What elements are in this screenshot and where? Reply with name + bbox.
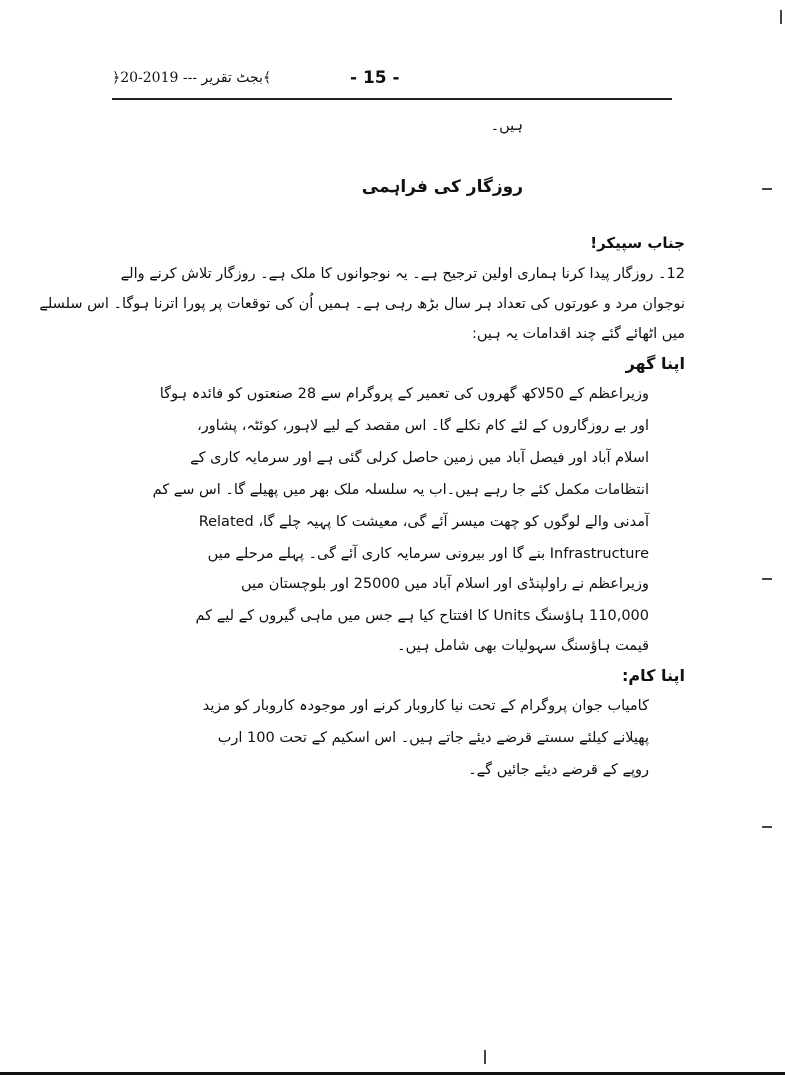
sub-heading-apna-kaam: اپنا کام: bbox=[621, 666, 685, 685]
scan-mark bbox=[762, 826, 772, 828]
apna-kaam-line: پھیلانے کیلئے سستے قرضے دیئے جاتے ہیں۔ اس اسکیم کے تحت 100 ارب bbox=[217, 730, 649, 746]
apna-ghar-line: قیمت ہاؤسنگ سہولیات بھی شامل ہیں۔ bbox=[397, 638, 649, 654]
page-number: - 15 - bbox=[350, 68, 400, 88]
apna-ghar-line: اسلام آباد اور فیصل آباد میں زمین حاصل کرلی گئی ہے اور سرمایہ کاری کے bbox=[190, 450, 649, 466]
budget-speech-header: ﴾بجٹ تقریر --- 2019-20﴿ bbox=[112, 70, 272, 86]
apna-ghar-line: 110,000 ہاؤسنگ Units کا افتتاح کیا ہے جس میں ماہی گیروں کے لیے کم bbox=[195, 608, 649, 624]
section-title: روزگار کی فراہمی bbox=[361, 177, 523, 197]
apna-ghar-line: انتظامات مکمل کئے جا رہے ہیں۔اب یہ سلسلہ ملک بھر میں پھیلے گا۔ اس سے کم bbox=[152, 482, 649, 498]
apna-ghar-line: آمدنی والے لوگوں کو چھت میسر آئے گی، معیشت کا پہیہ چلے گا، Related bbox=[198, 514, 649, 530]
paragraph-12-line: نوجوان مرد و عورتوں کی تعداد ہر سال بڑھ رہی ہے۔ ہمیں اُن کی توقعات پر پورا اترنا ہوگا۔ اس سلسلے bbox=[39, 296, 685, 312]
continuation-line: ہیں۔ bbox=[490, 118, 523, 134]
page-header bbox=[112, 70, 672, 98]
apna-kaam-line: کامیاب جوان پروگرام کے تحت نیا کاروبار کرنے اور موجودہ کاروبار کو مزید bbox=[202, 698, 649, 714]
apna-ghar-line: اور بے روزگاروں کے لئے کام نکلے گا۔ اس مقصد کے لیے لاہور، کوئٹہ، پشاور، bbox=[197, 418, 649, 434]
paragraph-12-line: 12۔ روزگار پیدا کرنا ہماری اولین ترجیح ہے۔ یہ نوجوانوں کا ملک ہے۔ روزگار تلاش کرنے والے bbox=[120, 266, 685, 282]
salutation: جناب سپیکر! bbox=[590, 234, 685, 252]
scan-mark bbox=[762, 578, 772, 580]
paragraph-12-line: میں اٹھائے گئے چند اقدامات یہ ہیں: bbox=[471, 326, 685, 342]
apna-ghar-line: وزیراعظم کے 50لاکھ گھروں کی تعمیر کے پروگرام سے 28 صنعتوں کو فائدہ ہوگا bbox=[159, 386, 649, 402]
sub-heading-apna-ghar: اپنا گھر bbox=[625, 354, 685, 373]
header-rule bbox=[112, 98, 672, 100]
apna-ghar-line: وزیراعظم نے راولپنڈی اور اسلام آباد میں 25000 اور بلوچستان میں bbox=[240, 576, 649, 592]
scan-mark bbox=[780, 10, 782, 24]
apna-ghar-line: Infrastructure بنے گا اور بیرونی سرمایہ کاری آئے گی۔ پہلے مرحلے میں bbox=[207, 546, 649, 562]
scan-mark bbox=[484, 1050, 486, 1064]
scan-mark bbox=[762, 188, 772, 190]
apna-kaam-line: روپے کے قرضے دیئے جائیں گے۔ bbox=[468, 762, 649, 778]
